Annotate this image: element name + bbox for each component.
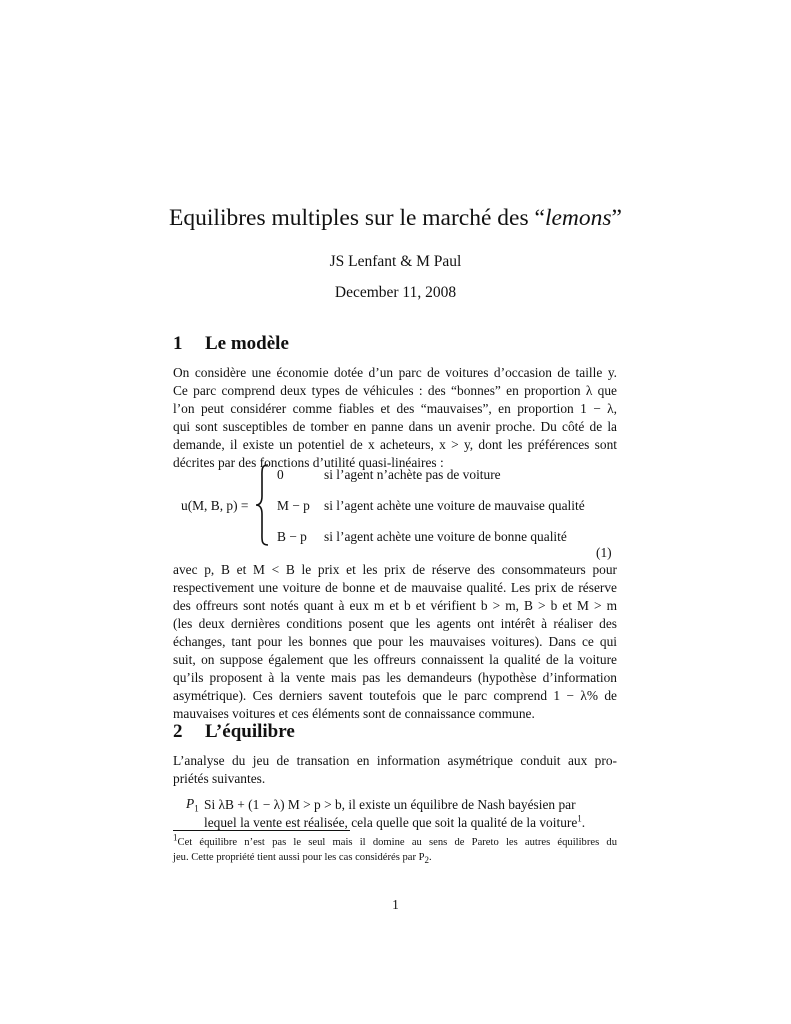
text-line: l’on peut considérer comme fiables et des “mauvaises”, en proportion 1 − λ, [173,401,617,416]
text-line: demande, il existe un potentiel de x acheteurs, x > y, dont les préférences sont [173,437,617,452]
text-line: qu’ils proposent à la vente mais pas les demandeurs (hypothèse d’information [173,670,617,685]
equation-lhs: u(M, B, p) = [181,498,249,513]
footnote-line [173,832,617,850]
text-line: On considère une économie dotée d’un parc de voitures d’occasion de taille y. [173,365,617,380]
date-line: December 11, 2008 [334,284,457,301]
text-line: décrites par des fonctions d’utilité quasi-linéaires : [173,455,444,470]
text-line: Si λB + (1 − λ) M > p > b, il existe un équilibre de Nash bayésien par [204,797,576,812]
text-line: (les deux dernières conditions posent que les agents ont intérêt à réaliser des [173,616,617,631]
footnote-mark: 1 [173,832,178,843]
section-2-heading [173,721,295,743]
paragraph-model [173,364,617,472]
case-value: B − p [277,529,307,544]
text-line-body: lequel la vente est réalisée, cela quelle que soit la qualité de la voiture [204,815,578,830]
paper-title [0,205,791,232]
page-number: 1 [392,897,399,912]
text-line: lequel la vente est réalisée, cela quelle que soit la qualité de la voiture$^1$. [204,813,586,830]
author-line: JS Lenfant & M Paul [329,253,462,270]
property-letter: P [186,796,195,811]
section-1-heading [173,333,289,355]
footnote [173,832,617,866]
text-line: asymétrique). Ces derniers savent toutefois que le parc comprend 1 − λ% de [173,688,617,703]
section-title: Le modèle [205,333,289,354]
paragraph-prices [173,561,617,723]
case-value: M − p [277,498,310,513]
case-condition: si l’agent achète une voiture de mauvaise qualité [324,498,585,513]
footnote-index: 2 [424,855,430,866]
text-line: suit, on suppose également que les offreurs connaissent la qualité de la voiture [173,652,617,667]
left-brace-icon [254,464,270,546]
footnote-text: Cet équilibre n’est pas le seul mais il domine au sens de Pareto les autres équilibres du [177,837,617,848]
text-line: Ce parc comprend deux types de véhicules : des “bonnes” en proportion λ que [173,383,617,398]
section-number: 2 [173,721,183,742]
title-text: Equilibres multiples sur le marché des “ [169,205,545,231]
text-line: respectivement une voiture de bonne et de mauvaise qualité. Les prix de réserve [173,580,617,595]
equation-number: (1) [596,545,612,560]
footnote-text: jeu. Cette propriété tient aussi pour les cas considérés par P [173,852,425,863]
property-index: 1 [194,803,199,814]
text-line: L’analyse du jeu de transation en information asymétrique conduit aux pro- [173,753,617,768]
title-emphasis: lemons [544,205,612,231]
case-value: 0 [277,467,284,482]
text-line: priétés suivantes. [173,771,266,786]
case-condition: si l’agent achète une voiture de bonne qualité [324,529,567,544]
title-close-quote: ” [611,205,622,231]
section-number: 1 [173,333,183,354]
property-text [204,796,617,832]
paragraph-analysis [173,752,617,788]
text-line: des offreurs sont notés quant à eux m et b et vérifient b > m, B > b et M > m [173,598,617,613]
footnote-ref: 1 [577,813,582,824]
footnote-divider [173,830,350,831]
text-line: qui sont susceptibles de tomber en panne dans un avenir proche. Du côté de la [173,419,617,434]
section-title: L’équilibre [205,721,295,742]
footnote-line: jeu. Cette propriété tient aussi pour les cas considérés par $P_2$. [173,852,432,866]
text-line: avec p, B et M < B le prix et les prix de réserve des consommateurs pour [173,562,617,577]
case-condition: si l’agent n’achète pas de voiture [324,467,501,482]
text-line: échanges, tant pour les bonnes que pour les mauvaises voitures). Dans ce qui [173,634,617,649]
property-label [186,796,199,812]
text-line: mauvaises voitures et ces éléments sont de connaissance commune. [173,706,535,721]
